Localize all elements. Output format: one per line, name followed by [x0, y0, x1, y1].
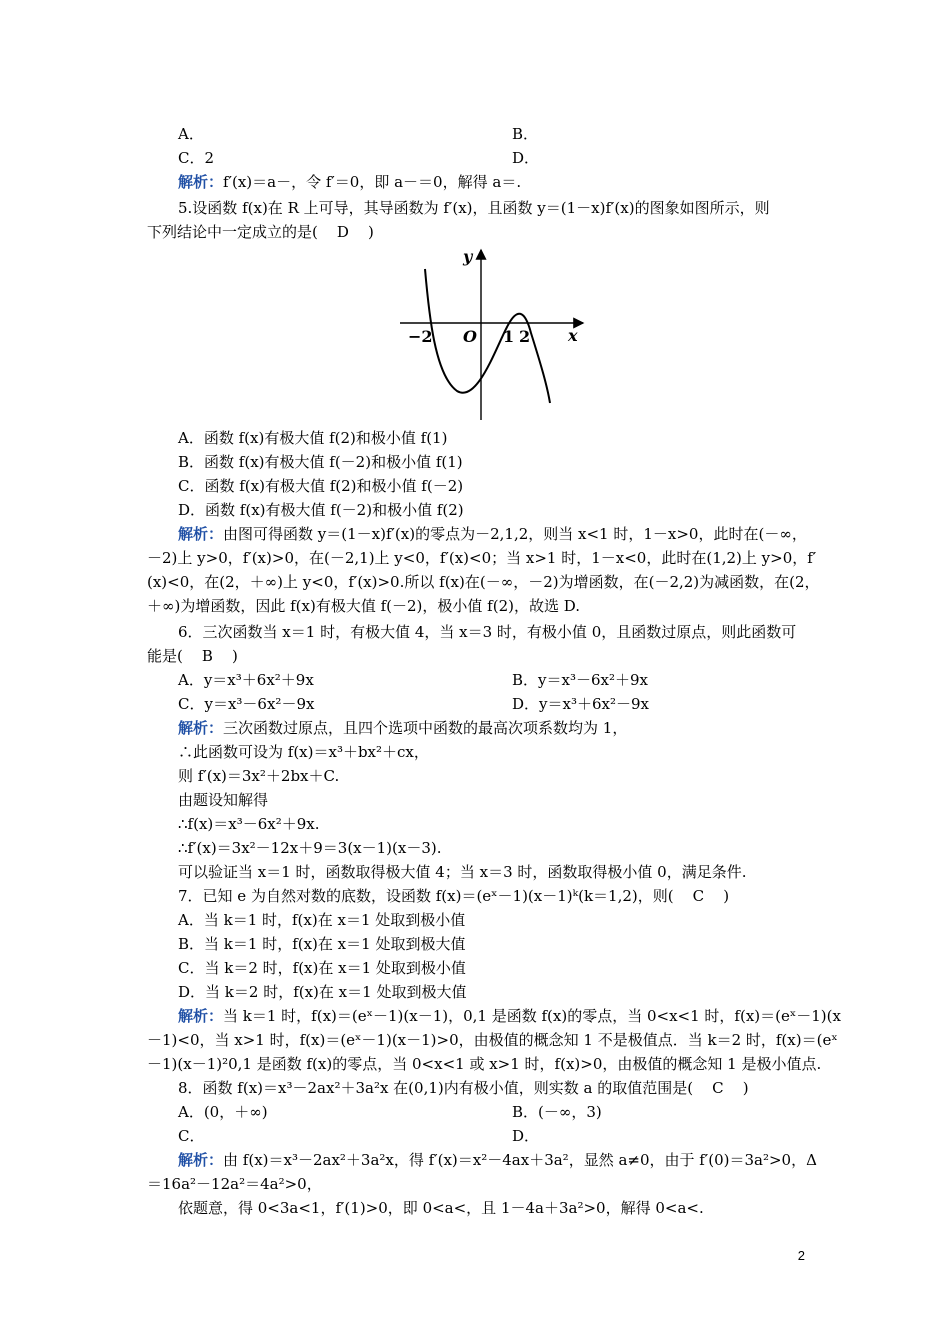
- solution-label: 解析：: [178, 719, 224, 737]
- text-line-s5b: [147, 548, 816, 568]
- solution-label: 解析：: [178, 1007, 224, 1025]
- line-text: 下列结论中一定成立的是( D ): [147, 223, 374, 241]
- x-axis-label: x: [568, 326, 578, 345]
- line-text: 8．函数 f(x)＝x³－2ax²＋3a²x 在(0,1)内有极小值，则实数 a 的取值范围是( C ): [178, 1079, 749, 1097]
- text-line-s8a: [178, 1150, 817, 1170]
- text-line-q6da: [178, 694, 314, 714]
- line-text: A．当 k＝1 时，f(x)在 x＝1 处取到极小值: [178, 911, 466, 929]
- line-text: 三次函数过原点，且四个选项中函数的最高次项系数均为 1，: [223, 719, 628, 737]
- line-text: B．函数 f(x)有极大值 f(－2)和极小值 f(1): [178, 453, 463, 471]
- text-line-q6db: [512, 694, 649, 714]
- text-line-s5d: [147, 596, 580, 616]
- tick-neg2: −2: [408, 327, 433, 346]
- line-text: 由题设知解得: [178, 791, 269, 809]
- text-line-q7d: [178, 982, 466, 1002]
- line-text: ＝16a²－12a²＝4a²>0，: [147, 1175, 322, 1193]
- line-text: 5.设函数 f(x)在 R 上可导，其导函数为 f′(x)，且函数 y＝(1－x)f′(x)的图象如图所示，则: [178, 199, 770, 217]
- text-line-l2a: [178, 148, 214, 168]
- tick-1: 1: [503, 327, 515, 346]
- text-line-s8b: [147, 1174, 322, 1194]
- text-line-s7a: [178, 1006, 841, 1026]
- text-line-s6d: [178, 790, 268, 810]
- line-text: A．: [178, 125, 204, 143]
- text-line-q7c: [178, 958, 466, 978]
- line-text: D．当 k＝2 时，f(x)在 x＝1 处取到极大值: [178, 983, 467, 1001]
- text-line-q6a: [178, 622, 796, 642]
- text-line-q7: [178, 886, 729, 906]
- line-text: A．y＝x³＋6x²＋9x: [178, 671, 314, 689]
- text-line-s6f: [178, 838, 442, 858]
- tick-2: 2: [519, 327, 531, 346]
- text-line-s7c: [147, 1054, 821, 1074]
- text-line-s5a: [178, 524, 807, 544]
- line-text: 可以验证当 x＝1 时，函数取得极大值 4；当 x＝3 时，函数取得极小值 0，满足条件.: [178, 863, 747, 881]
- line-text: 则 f′(x)＝3x²＋2bx＋C.: [178, 767, 340, 785]
- text-line-s8c: [178, 1198, 704, 1218]
- line-text: －1)(x－1)²0,1 是函数 f(x)的零点，当 0<x<1 或 x>1 时，f(x)>0，由极值的概念知 1 是极小值点.: [147, 1055, 822, 1073]
- tick-origin: O: [463, 327, 477, 346]
- text-line-s6a: [178, 718, 627, 738]
- line-text: D．函数 f(x)有极大值 f(－2)和极小值 f(2): [178, 501, 464, 519]
- line-text: A．函数 f(x)有极大值 f(2)和极小值 f(1): [178, 429, 448, 447]
- text-line-q5d: [178, 500, 464, 520]
- line-text: C．当 k＝2 时，f(x)在 x＝1 处取到极小值: [178, 959, 466, 977]
- text-line-q7b: [178, 934, 465, 954]
- line-text: ＋∞)为增函数，因此 f(x)有极大值 f(－2)，极小值 f(2)，故选 D.: [147, 597, 580, 615]
- text-line-q8bb: [512, 1126, 539, 1146]
- solution-label: 解析：: [178, 173, 224, 191]
- line-text: (x)<0，在(2，＋∞)上 y<0，f′(x)>0.所以 f(x)在(－∞，－2)为增函数，在(－2,2)为减函数，在(2，: [147, 573, 820, 591]
- line-text: 能是( B ): [147, 647, 238, 665]
- text-line-l1a: [178, 124, 204, 144]
- line-text: D．: [512, 1127, 540, 1145]
- text-line-s6e: [178, 814, 320, 834]
- line-text: －2)上 y>0，f′(x)>0，在(－2,1)上 y<0，f′(x)<0；当 x>1 时，1－x<0，此时在(1,2)上 y>0，f′: [147, 549, 817, 567]
- solution-label: 解析：: [178, 525, 224, 543]
- line-text: 由 f(x)＝x³－2ax²＋3a²x，得 f′(x)＝x²－4ax＋3a²，显然 a≠0，由于 f′(0)＝3a²>0，Δ: [223, 1151, 817, 1169]
- function-graph: [395, 245, 595, 420]
- text-line-q8ab: [512, 1102, 602, 1122]
- line-text: D．: [512, 149, 540, 167]
- line-text: 6．三次函数当 x＝1 时，有极大值 4，当 x＝3 时，有极小值 0，且函数过原点，则此函数可: [178, 623, 797, 641]
- text-line-s5c: [147, 572, 820, 592]
- line-text: B．y＝x³－6x²＋9x: [512, 671, 648, 689]
- line-text: C．函数 f(x)有极大值 f(2)和极小值 f(－2): [178, 477, 464, 495]
- text-line-q6cb: [512, 670, 648, 690]
- line-text: B．(－∞，3): [512, 1103, 602, 1121]
- text-line-l4: [178, 198, 770, 218]
- text-line-q8: [178, 1078, 749, 1098]
- line-text: B．当 k＝1 时，f(x)在 x＝1 处取到极大值: [178, 935, 466, 953]
- y-axis-label: y: [463, 247, 473, 266]
- page-number: 2: [797, 1248, 805, 1263]
- text-line-q6b: [147, 646, 238, 666]
- text-line-l5: [147, 222, 374, 242]
- text-line-l1b: [512, 124, 538, 144]
- text-line-q6ca: [178, 670, 314, 690]
- line-text: f′(x)＝a－，令 f′＝0，即 a－＝0，解得 a＝.: [223, 173, 522, 191]
- text-line-s6c: [178, 766, 339, 786]
- text-line-l3: [178, 172, 521, 192]
- line-text: 当 k＝1 时，f(x)＝(eˣ－1)(x－1)，0,1 是函数 f(x)的零点，当 0<x<1 时，f(x)＝(eˣ－1)(x: [223, 1007, 841, 1025]
- line-text: ∴f(x)＝x³－6x²＋9x.: [178, 815, 320, 833]
- text-line-q8aa: [178, 1102, 268, 1122]
- text-line-q5b: [178, 452, 463, 472]
- line-text: ∴f′(x)＝3x²－12x＋9＝3(x－1)(x－3).: [178, 839, 442, 857]
- solution-label: 解析：: [178, 1151, 224, 1169]
- line-text: 7．已知 e 为自然对数的底数，设函数 f(x)＝(eˣ－1)(x－1)ᵏ(k＝1,2)，则( C ): [178, 887, 730, 905]
- line-text: 由图可得函数 y＝(1－x)f′(x)的零点为－2,1,2，则当 x<1 时，1－x>0，此时在(－∞，: [223, 525, 807, 543]
- text-line-s7b: [147, 1030, 838, 1050]
- text-line-s6g: [178, 862, 746, 882]
- text-line-q5a: [178, 428, 447, 448]
- text-line-q7a: [178, 910, 465, 930]
- curve: [425, 269, 550, 403]
- line-text: B．: [512, 125, 539, 143]
- line-text: D．y＝x³＋6x²－9x: [512, 695, 649, 713]
- line-text: A．(0，＋∞): [178, 1103, 268, 1121]
- line-text: C．: [178, 1127, 205, 1145]
- line-text: C．y＝x³－6x²－9x: [178, 695, 315, 713]
- text-line-s6b: [178, 742, 429, 762]
- text-line-l2b: [512, 148, 539, 168]
- line-text: ∴此函数可设为 f(x)＝x³＋bx²＋cx，: [178, 743, 429, 761]
- line-text: 依题意，得 0<3a<1，f′(1)>0，即 0<a<，且 1－4a＋3a²>0，解得 0<a<.: [178, 1199, 704, 1217]
- text-line-q5c: [178, 476, 463, 496]
- line-text: －1)<0，当 x>1 时，f(x)＝(eˣ－1)(x－1)>0，由极值的概念知 1 不是极值点．当 k＝2 时，f(x)＝(eˣ: [147, 1031, 838, 1049]
- text-line-q8ba: [178, 1126, 204, 1146]
- line-text: C．2: [178, 149, 215, 167]
